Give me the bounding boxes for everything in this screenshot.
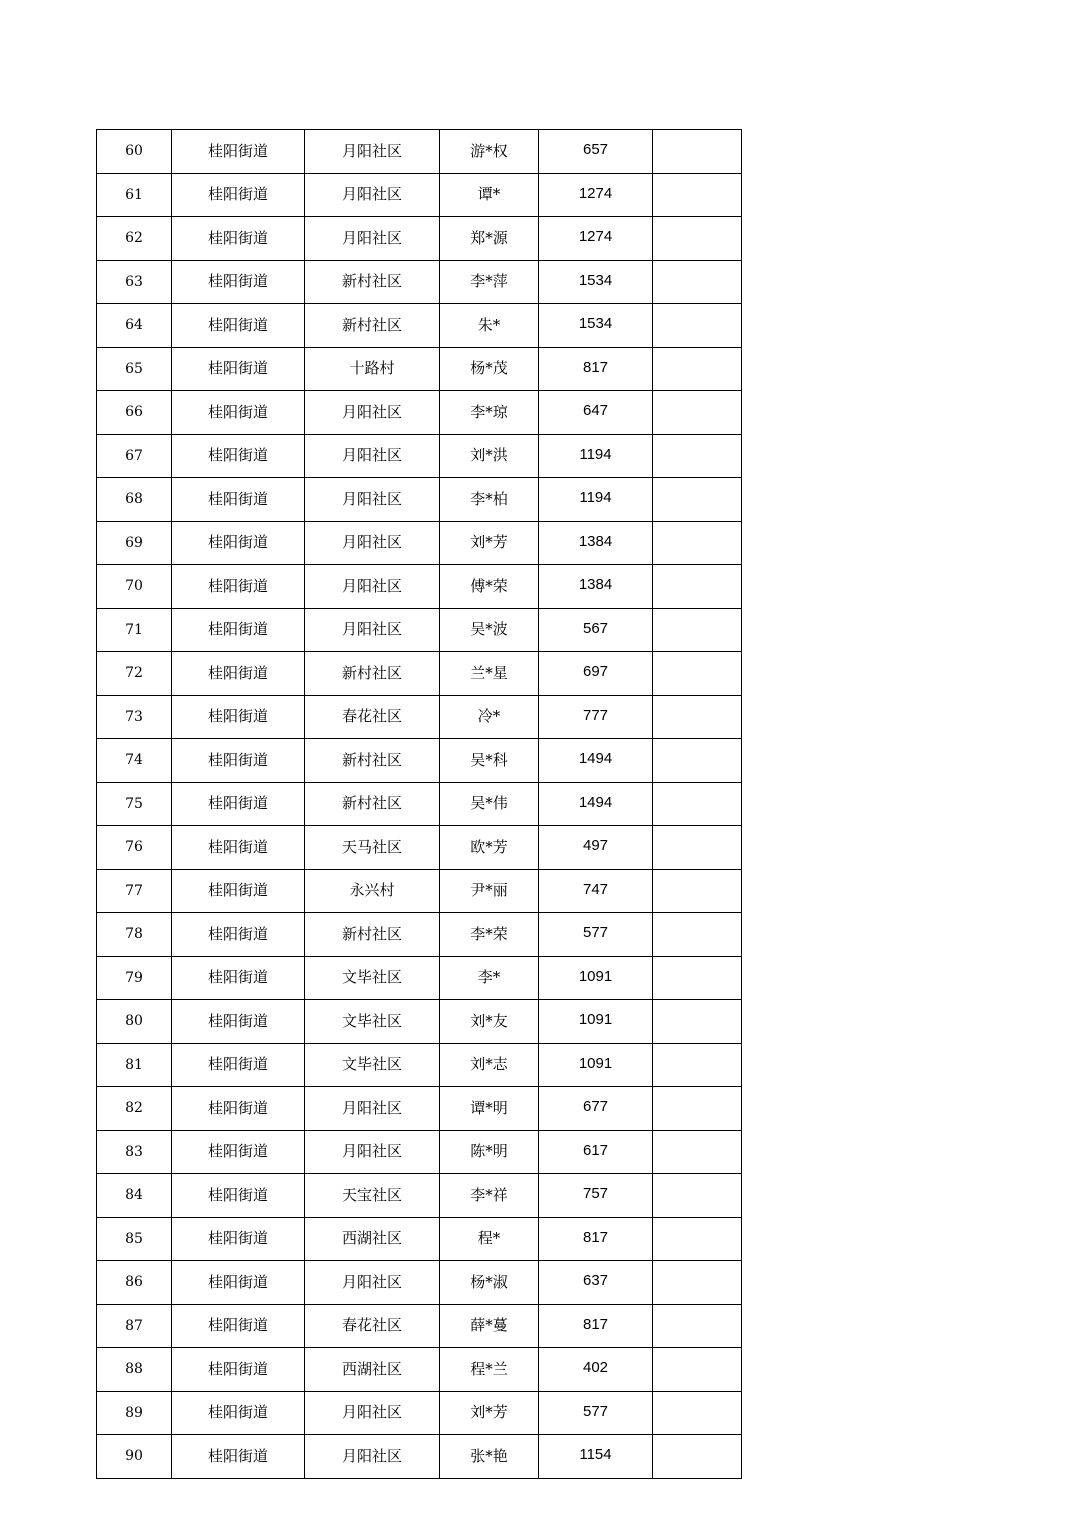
row-number-cell: 65 [97,347,172,391]
name-cell: 刘*友 [440,1000,539,1044]
name-cell: 郑*源 [440,217,539,261]
name-cell: 谭*明 [440,1087,539,1131]
street-cell: 桂阳街道 [172,826,305,870]
row-number-cell: 72 [97,652,172,696]
note-cell [653,565,742,609]
amount-cell: 1091 [539,1000,653,1044]
table-row [97,1087,742,1131]
row-number-cell: 85 [97,1217,172,1261]
name-cell: 吴*波 [440,608,539,652]
street-cell: 桂阳街道 [172,869,305,913]
name-cell: 李*祥 [440,1174,539,1218]
community-cell: 月阳社区 [305,608,440,652]
name-cell: 程* [440,1217,539,1261]
row-number-cell: 63 [97,260,172,304]
community-cell: 西湖社区 [305,1348,440,1392]
street-cell: 桂阳街道 [172,1261,305,1305]
street-cell: 桂阳街道 [172,130,305,174]
community-cell: 春花社区 [305,695,440,739]
community-cell: 新村社区 [305,304,440,348]
name-cell: 刘*芳 [440,1391,539,1435]
community-cell: 月阳社区 [305,1261,440,1305]
amount-cell: 1384 [539,565,653,609]
community-cell: 月阳社区 [305,565,440,609]
name-cell: 吴*伟 [440,782,539,826]
table-row [97,391,742,435]
community-cell: 新村社区 [305,652,440,696]
recipient-table [96,129,742,1479]
street-cell: 桂阳街道 [172,1174,305,1218]
amount-cell: 402 [539,1348,653,1392]
street-cell: 桂阳街道 [172,1304,305,1348]
name-cell: 杨*茂 [440,347,539,391]
table-row [97,521,742,565]
name-cell: 谭* [440,173,539,217]
note-cell [653,782,742,826]
row-number-cell: 82 [97,1087,172,1131]
amount-cell: 1194 [539,434,653,478]
community-cell: 文毕社区 [305,1043,440,1087]
table-row [97,956,742,1000]
street-cell: 桂阳街道 [172,608,305,652]
row-number-cell: 88 [97,1348,172,1392]
table-row [97,1348,742,1392]
note-cell [653,304,742,348]
community-cell: 春花社区 [305,1304,440,1348]
community-cell: 西湖社区 [305,1217,440,1261]
table-row [97,695,742,739]
community-cell: 月阳社区 [305,434,440,478]
row-number-cell: 90 [97,1435,172,1479]
amount-cell: 577 [539,1391,653,1435]
street-cell: 桂阳街道 [172,565,305,609]
street-cell: 桂阳街道 [172,478,305,522]
street-cell: 桂阳街道 [172,652,305,696]
name-cell: 李*琼 [440,391,539,435]
table-row [97,1304,742,1348]
table-row [97,739,742,783]
name-cell: 刘*志 [440,1043,539,1087]
community-cell: 文毕社区 [305,1000,440,1044]
amount-cell: 1091 [539,1043,653,1087]
table-row [97,782,742,826]
row-number-cell: 86 [97,1261,172,1305]
row-number-cell: 73 [97,695,172,739]
amount-cell: 577 [539,913,653,957]
note-cell [653,739,742,783]
name-cell: 李*荣 [440,913,539,957]
row-number-cell: 61 [97,173,172,217]
row-number-cell: 89 [97,1391,172,1435]
name-cell: 刘*芳 [440,521,539,565]
table-body [97,130,742,1479]
amount-cell: 697 [539,652,653,696]
amount-cell: 567 [539,608,653,652]
community-cell: 月阳社区 [305,173,440,217]
row-number-cell: 64 [97,304,172,348]
street-cell: 桂阳街道 [172,695,305,739]
row-number-cell: 68 [97,478,172,522]
table-row [97,565,742,609]
table-row [97,1391,742,1435]
amount-cell: 817 [539,347,653,391]
note-cell [653,347,742,391]
street-cell: 桂阳街道 [172,913,305,957]
table-row [97,608,742,652]
row-number-cell: 67 [97,434,172,478]
row-number-cell: 60 [97,130,172,174]
row-number-cell: 76 [97,826,172,870]
note-cell [653,521,742,565]
note-cell [653,1217,742,1261]
row-number-cell: 83 [97,1130,172,1174]
table-row [97,1261,742,1305]
amount-cell: 1534 [539,304,653,348]
amount-cell: 677 [539,1087,653,1131]
street-cell: 桂阳街道 [172,1043,305,1087]
street-cell: 桂阳街道 [172,434,305,478]
amount-cell: 1274 [539,217,653,261]
community-cell: 月阳社区 [305,130,440,174]
name-cell: 张*艳 [440,1435,539,1479]
amount-cell: 1384 [539,521,653,565]
row-number-cell: 84 [97,1174,172,1218]
community-cell: 新村社区 [305,739,440,783]
amount-cell: 1154 [539,1435,653,1479]
name-cell: 李* [440,956,539,1000]
note-cell [653,1435,742,1479]
note-cell [653,260,742,304]
note-cell [653,478,742,522]
community-cell: 月阳社区 [305,1435,440,1479]
street-cell: 桂阳街道 [172,1217,305,1261]
name-cell: 陈*明 [440,1130,539,1174]
community-cell: 月阳社区 [305,521,440,565]
community-cell: 十路村 [305,347,440,391]
street-cell: 桂阳街道 [172,391,305,435]
name-cell: 刘*洪 [440,434,539,478]
street-cell: 桂阳街道 [172,782,305,826]
note-cell [653,956,742,1000]
street-cell: 桂阳街道 [172,347,305,391]
table-row [97,1174,742,1218]
note-cell [653,913,742,957]
row-number-cell: 74 [97,739,172,783]
row-number-cell: 80 [97,1000,172,1044]
community-cell: 月阳社区 [305,217,440,261]
note-cell [653,1391,742,1435]
street-cell: 桂阳街道 [172,173,305,217]
amount-cell: 747 [539,869,653,913]
row-number-cell: 70 [97,565,172,609]
amount-cell: 757 [539,1174,653,1218]
table-row [97,1130,742,1174]
table-row [97,826,742,870]
note-cell [653,1174,742,1218]
amount-cell: 497 [539,826,653,870]
street-cell: 桂阳街道 [172,260,305,304]
community-cell: 永兴村 [305,869,440,913]
table-row [97,173,742,217]
amount-cell: 1494 [539,782,653,826]
street-cell: 桂阳街道 [172,217,305,261]
name-cell: 薛*蔓 [440,1304,539,1348]
note-cell [653,652,742,696]
community-cell: 文毕社区 [305,956,440,1000]
community-cell: 月阳社区 [305,1087,440,1131]
table-row [97,434,742,478]
name-cell: 李*柏 [440,478,539,522]
street-cell: 桂阳街道 [172,304,305,348]
note-cell [653,695,742,739]
note-cell [653,1000,742,1044]
table-row [97,260,742,304]
amount-cell: 637 [539,1261,653,1305]
row-number-cell: 66 [97,391,172,435]
street-cell: 桂阳街道 [172,1435,305,1479]
name-cell: 兰*星 [440,652,539,696]
amount-cell: 817 [539,1304,653,1348]
amount-cell: 1194 [539,478,653,522]
name-cell: 杨*淑 [440,1261,539,1305]
name-cell: 朱* [440,304,539,348]
table-row [97,217,742,261]
amount-cell: 657 [539,130,653,174]
street-cell: 桂阳街道 [172,521,305,565]
name-cell: 尹*丽 [440,869,539,913]
table-row [97,478,742,522]
name-cell: 游*权 [440,130,539,174]
note-cell [653,391,742,435]
amount-cell: 647 [539,391,653,435]
note-cell [653,173,742,217]
table-row [97,1000,742,1044]
row-number-cell: 69 [97,521,172,565]
name-cell: 冷* [440,695,539,739]
row-number-cell: 78 [97,913,172,957]
note-cell [653,434,742,478]
table-row [97,913,742,957]
table-row [97,1435,742,1479]
community-cell: 月阳社区 [305,478,440,522]
street-cell: 桂阳街道 [172,739,305,783]
row-number-cell: 77 [97,869,172,913]
name-cell: 李*萍 [440,260,539,304]
name-cell: 欧*芳 [440,826,539,870]
note-cell [653,1348,742,1392]
street-cell: 桂阳街道 [172,1391,305,1435]
note-cell [653,217,742,261]
row-number-cell: 79 [97,956,172,1000]
community-cell: 新村社区 [305,913,440,957]
table-row [97,1043,742,1087]
row-number-cell: 62 [97,217,172,261]
community-cell: 新村社区 [305,260,440,304]
community-cell: 月阳社区 [305,1391,440,1435]
note-cell [653,869,742,913]
street-cell: 桂阳街道 [172,956,305,1000]
row-number-cell: 81 [97,1043,172,1087]
note-cell [653,130,742,174]
note-cell [653,1261,742,1305]
name-cell: 程*兰 [440,1348,539,1392]
note-cell [653,1130,742,1174]
note-cell [653,1087,742,1131]
table-row [97,652,742,696]
community-cell: 新村社区 [305,782,440,826]
note-cell [653,1043,742,1087]
amount-cell: 617 [539,1130,653,1174]
table-row [97,869,742,913]
amount-cell: 1494 [539,739,653,783]
community-cell: 月阳社区 [305,1130,440,1174]
amount-cell: 1534 [539,260,653,304]
amount-cell: 777 [539,695,653,739]
row-number-cell: 87 [97,1304,172,1348]
street-cell: 桂阳街道 [172,1087,305,1131]
street-cell: 桂阳街道 [172,1000,305,1044]
street-cell: 桂阳街道 [172,1348,305,1392]
amount-cell: 1091 [539,956,653,1000]
table-row [97,347,742,391]
row-number-cell: 75 [97,782,172,826]
note-cell [653,1304,742,1348]
community-cell: 月阳社区 [305,391,440,435]
amount-cell: 1274 [539,173,653,217]
table-row [97,1217,742,1261]
community-cell: 天马社区 [305,826,440,870]
note-cell [653,608,742,652]
amount-cell: 817 [539,1217,653,1261]
row-number-cell: 71 [97,608,172,652]
name-cell: 傅*荣 [440,565,539,609]
street-cell: 桂阳街道 [172,1130,305,1174]
note-cell [653,826,742,870]
community-cell: 天宝社区 [305,1174,440,1218]
table-row [97,304,742,348]
name-cell: 吴*科 [440,739,539,783]
table-row [97,130,742,174]
